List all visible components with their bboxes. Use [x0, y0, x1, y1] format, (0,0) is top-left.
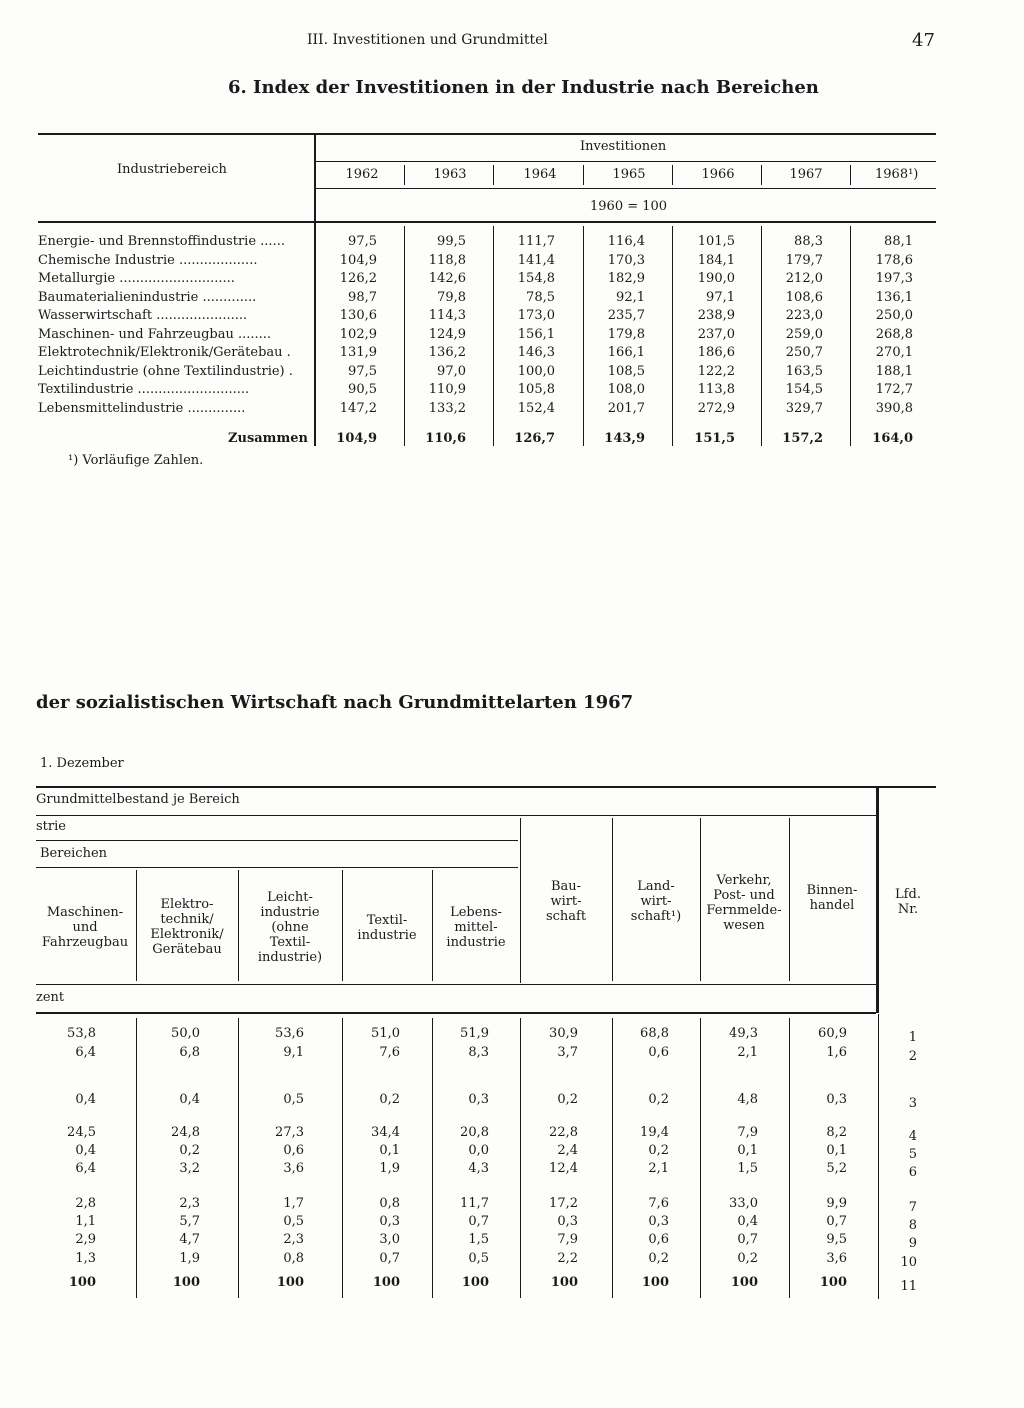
total-cell: 100: [461, 1275, 489, 1290]
table-cell: 2,1: [648, 1161, 669, 1176]
row-number: 10: [900, 1255, 917, 1270]
table-cell: 0,2: [648, 1092, 669, 1107]
column-header: Binnen- handel: [806, 883, 858, 913]
table-cell: 0,6: [648, 1045, 669, 1060]
row-label: [38, 253, 257, 268]
table-cell: 3,7: [557, 1045, 578, 1060]
table-cell: 97,1: [706, 289, 735, 305]
row-label-text: Metallurgie: [38, 271, 116, 286]
row-label: [38, 382, 249, 397]
table-cell: 0,1: [737, 1143, 758, 1158]
table-cell: 178,6: [875, 252, 913, 268]
row-label: [38, 290, 256, 305]
table1-title: 6. Index der Investitionen in der Industrie nach Bereichen: [228, 77, 819, 98]
row-label-text: Energie- und Brennstoffindustrie: [38, 234, 257, 249]
table-cell: 51,9: [460, 1026, 489, 1041]
table-cell: 53,8: [67, 1026, 96, 1041]
leader-dots: ........: [233, 326, 272, 342]
table-cell: 0,4: [179, 1092, 200, 1107]
table-cell: 7,9: [557, 1232, 578, 1247]
table-cell: 20,8: [460, 1125, 489, 1140]
table-cell: 329,7: [785, 400, 823, 416]
table-cell: 156,1: [517, 326, 555, 342]
table-cell: 259,0: [785, 326, 823, 342]
table-cell: 97,5: [348, 234, 377, 249]
table-cell: 110,9: [428, 382, 466, 397]
table-cell: 272,9: [697, 400, 735, 416]
table-cell: 0,2: [737, 1251, 758, 1266]
table-cell: 50,0: [171, 1026, 200, 1041]
table-cell: 126,2: [339, 271, 377, 286]
table-cell: 7,6: [379, 1045, 400, 1060]
table-cell: 101,5: [697, 234, 735, 249]
table-cell: 114,3: [428, 308, 466, 323]
table-cell: 184,1: [697, 252, 735, 268]
table-cell: 0,1: [826, 1143, 847, 1158]
table-cell: 2,9: [75, 1232, 96, 1247]
row-number: 9: [908, 1236, 917, 1251]
table-cell: 179,7: [785, 252, 823, 268]
table-cell: 0,7: [468, 1214, 489, 1229]
table-cell: 250,0: [875, 308, 913, 323]
table-cell: 6,8: [179, 1045, 200, 1060]
column-header: Textil- industrie: [357, 913, 417, 943]
table-cell: 3,6: [826, 1251, 847, 1266]
table-cell: 97,5: [348, 363, 377, 379]
table-cell: 0,2: [179, 1143, 200, 1158]
table-cell: 1,7: [283, 1196, 304, 1211]
table-cell: 237,0: [697, 326, 735, 342]
leader-dots: ......................: [152, 308, 248, 323]
table-cell: 0,2: [379, 1092, 400, 1107]
table-cell: 172,7: [875, 382, 913, 397]
table-cell: 133,2: [428, 400, 466, 416]
table-cell: 100,0: [517, 363, 555, 379]
year-header: 1964: [523, 167, 557, 182]
leader-dots: ............................: [115, 271, 235, 286]
column-divider: [761, 165, 762, 185]
table-cell: 0,7: [379, 1251, 400, 1266]
table-cell: 116,4: [607, 234, 645, 249]
total-cell: 100: [372, 1275, 400, 1290]
table-cell: 154,5: [785, 382, 823, 397]
table-cell: 105,8: [517, 382, 555, 397]
table-cell: 60,9: [818, 1026, 847, 1041]
total-cell: 157,2: [782, 431, 823, 446]
table-cell: 7,9: [737, 1125, 758, 1140]
column-header: Land- wirt- schaft¹): [630, 879, 682, 924]
row-number: 4: [908, 1129, 917, 1144]
total-cell: 100: [172, 1275, 200, 1290]
table-cell: 0,2: [648, 1143, 669, 1158]
row-label: [38, 364, 293, 379]
table-cell: 170,3: [607, 252, 645, 268]
table-cell: 113,8: [697, 382, 735, 397]
table-cell: 201,7: [607, 400, 645, 416]
column-divider: [761, 226, 762, 446]
table-cell: 0,5: [468, 1251, 489, 1266]
leader-dots: ..............: [183, 400, 246, 416]
row-label-text: Wasserwirtschaft: [38, 308, 153, 323]
table-cell: 173,0: [517, 308, 555, 323]
table-cell: 53,6: [275, 1026, 304, 1041]
year-header: 1962: [345, 167, 379, 182]
table-cell: 2,2: [557, 1251, 578, 1266]
table-cell: 2,3: [179, 1196, 200, 1211]
table-cell: 146,3: [517, 345, 555, 360]
footnote: ¹) Vorläufige Zahlen.: [68, 453, 204, 468]
table-cell: 108,6: [785, 289, 823, 305]
row-label: [38, 401, 245, 416]
table-cell: 108,5: [607, 363, 645, 379]
table-cell: 136,2: [428, 345, 466, 360]
table-cell: 0,0: [468, 1143, 489, 1158]
table-cell: 7,6: [648, 1196, 669, 1211]
table-cell: 0,2: [557, 1092, 578, 1107]
table-cell: 1,3: [75, 1251, 96, 1266]
row-label-text: Lebensmittelindustrie: [38, 400, 184, 416]
table-cell: 24,8: [171, 1125, 200, 1140]
unit-line: zent: [36, 990, 65, 1005]
table-cell: 0,8: [379, 1196, 400, 1211]
table-cell: 3,6: [283, 1161, 304, 1176]
table-cell: 34,4: [371, 1125, 400, 1140]
table-cell: 1,1: [75, 1214, 96, 1229]
row-number: 5: [908, 1147, 917, 1162]
row-label-text: Baumaterialienindustrie: [38, 289, 199, 305]
column-divider: [404, 165, 405, 185]
leader-dots: .: [282, 345, 291, 360]
table-cell: 51,0: [371, 1026, 400, 1041]
table-cell: 3,2: [179, 1161, 200, 1176]
table-cell: 6,4: [75, 1045, 96, 1060]
table-cell: 1,9: [179, 1251, 200, 1266]
table-cell: 9,1: [283, 1045, 304, 1060]
table-cell: 22,8: [549, 1125, 578, 1140]
table-cell: 33,0: [729, 1196, 758, 1211]
column-divider: [850, 165, 851, 185]
table-cell: 49,3: [729, 1026, 758, 1041]
row-header: Industriebereich: [117, 162, 227, 177]
table-cell: 111,7: [517, 234, 555, 249]
table-cell: 0,6: [283, 1143, 304, 1158]
column-header: Lfd. Nr.: [895, 887, 921, 917]
row-number: 11: [900, 1279, 917, 1294]
year-header: 1966: [701, 167, 735, 182]
page-number: 47: [912, 30, 935, 51]
table-cell: 250,7: [785, 345, 823, 360]
table-cell: 9,5: [826, 1232, 847, 1247]
total-cell: 100: [641, 1275, 669, 1290]
column-divider: [583, 226, 584, 446]
table-cell: 92,1: [616, 289, 645, 305]
table-cell: 5,2: [826, 1161, 847, 1176]
year-header: 1965: [612, 167, 646, 182]
table-cell: 163,5: [785, 363, 823, 379]
leader-dots: .: [284, 363, 293, 379]
column-divider: [493, 226, 494, 446]
column-divider: [238, 1018, 239, 1298]
table-cell: 0,3: [468, 1092, 489, 1107]
table-cell: 17,2: [549, 1196, 578, 1211]
table-cell: 0,7: [737, 1232, 758, 1247]
table-cell: 79,8: [437, 289, 466, 305]
total-cell: 100: [68, 1275, 96, 1290]
row-label-text: Maschinen- und Fahrzeugbau: [38, 326, 234, 342]
table-cell: 0,3: [648, 1214, 669, 1229]
table-cell: 124,9: [428, 326, 466, 342]
table-cell: 90,5: [348, 382, 377, 397]
total-label: Zusammen: [228, 431, 308, 446]
table-cell: 0,4: [75, 1143, 96, 1158]
date-line: 1. Dezember: [40, 756, 124, 771]
table-cell: 197,3: [875, 271, 913, 286]
table-cell: 212,0: [785, 271, 823, 286]
table-cell: 136,1: [875, 289, 913, 305]
table-cell: 78,5: [526, 289, 555, 305]
table-cell: 68,8: [640, 1026, 669, 1041]
table-cell: 0,3: [557, 1214, 578, 1229]
total-cell: 104,9: [336, 431, 377, 446]
table-cell: 97,0: [437, 363, 466, 379]
column-divider: [583, 165, 584, 185]
column-header: Elektro- technik/ Elektronik/ Gerätebau: [150, 897, 224, 957]
table-cell: 8,2: [826, 1125, 847, 1140]
row-label-text: Leichtindustrie (ohne Textilindustrie): [38, 363, 285, 379]
total-cell: 100: [819, 1275, 847, 1290]
row-label-text: Textilindustrie: [38, 382, 134, 397]
row-label-text: Chemische Industrie: [38, 252, 175, 268]
table-cell: 8,3: [468, 1045, 489, 1060]
table-cell: 122,2: [697, 363, 735, 379]
table-cell: 186,6: [697, 345, 735, 360]
table-cell: 188,1: [875, 363, 913, 379]
table-cell: 0,6: [648, 1232, 669, 1247]
table-cell: 142,6: [428, 271, 466, 286]
row-number: 8: [908, 1218, 917, 1233]
column-header: Leicht- industrie (ohne Textil- industrie): [257, 890, 323, 965]
table-cell: 118,8: [428, 252, 466, 268]
table-cell: 2,8: [75, 1196, 96, 1211]
row-label: [38, 308, 247, 323]
total-cell: 164,0: [872, 431, 913, 446]
table-cell: 166,1: [607, 345, 645, 360]
table-cell: 108,0: [607, 382, 645, 397]
table-cell: 0,3: [379, 1214, 400, 1229]
table-cell: 4,7: [179, 1232, 200, 1247]
table-cell: 4,3: [468, 1161, 489, 1176]
table-cell: 235,7: [607, 308, 645, 323]
total-cell: 151,5: [694, 431, 735, 446]
year-header: 1963: [433, 167, 467, 182]
column-divider: [238, 870, 239, 981]
group-header-2: Grundmittelbestand je Bereich: [36, 792, 240, 807]
table-cell: 6,4: [75, 1161, 96, 1176]
table-cell: 3,0: [379, 1232, 400, 1247]
table-cell: 1,5: [737, 1161, 758, 1176]
total-cell: 126,7: [514, 431, 555, 446]
table-cell: 30,9: [549, 1026, 578, 1041]
table-cell: 179,8: [607, 326, 645, 342]
total-cell: 100: [550, 1275, 578, 1290]
table-cell: 2,1: [737, 1045, 758, 1060]
table-cell: 12,4: [549, 1161, 578, 1176]
total-cell: 100: [730, 1275, 758, 1290]
table-cell: 88,3: [794, 234, 823, 249]
column-divider: [850, 226, 851, 446]
table-cell: 27,3: [275, 1125, 304, 1140]
table-cell: 19,4: [640, 1125, 669, 1140]
sub-header-2: Bereichen: [40, 846, 108, 861]
table-cell: 223,0: [785, 308, 823, 323]
table-cell: 238,9: [697, 308, 735, 323]
row-number: 6: [908, 1165, 917, 1180]
leader-dots: .............: [198, 289, 257, 305]
table-cell: 0,7: [826, 1214, 847, 1229]
base-year: 1960 = 100: [590, 199, 668, 214]
total-cell: 143,9: [604, 431, 645, 446]
table-cell: 0,8: [283, 1251, 304, 1266]
row-number: 2: [908, 1049, 917, 1064]
row-label: [38, 234, 285, 249]
row-label-text: Elektrotechnik/Elektronik/Gerätebau: [38, 345, 283, 360]
table-cell: 1,5: [468, 1232, 489, 1247]
row-label: [38, 271, 235, 286]
table-cell: 98,7: [348, 289, 377, 305]
column-header: Maschinen- und Fahrzeugbau: [41, 905, 129, 950]
leader-dots: ...........................: [133, 382, 250, 397]
table-cell: 270,1: [875, 345, 913, 360]
table-cell: 147,2: [339, 400, 377, 416]
column-header: Verkehr, Post- und Fernmelde- wesen: [706, 873, 782, 933]
year-header: 1968¹): [875, 167, 919, 182]
leader-dots: ......: [256, 234, 285, 249]
column-header: Lebens- mittel- industrie: [446, 905, 506, 950]
column-divider: [672, 226, 673, 446]
table-cell: 130,6: [339, 308, 377, 323]
row-number: 7: [908, 1200, 917, 1215]
leader-dots: ...................: [174, 252, 258, 268]
table-cell: 0,3: [826, 1092, 847, 1107]
group-header: Investitionen: [580, 139, 667, 154]
table-cell: 5,7: [179, 1214, 200, 1229]
table-cell: 104,9: [339, 252, 377, 268]
table-cell: 1,9: [379, 1161, 400, 1176]
table-cell: 141,4: [517, 252, 555, 268]
table-cell: 1,6: [826, 1045, 847, 1060]
table-cell: 152,4: [517, 400, 555, 416]
sub-header-1: strie: [36, 819, 66, 834]
table-cell: 102,9: [339, 326, 377, 342]
table-cell: 0,5: [283, 1214, 304, 1229]
table-cell: 190,0: [697, 271, 735, 286]
row-number: 1: [908, 1030, 917, 1045]
total-cell: 110,6: [425, 431, 466, 446]
table-cell: 131,9: [339, 345, 377, 360]
year-header: 1967: [789, 167, 823, 182]
column-divider: [672, 165, 673, 185]
column-header: Bau- wirt- schaft: [545, 879, 587, 924]
table-cell: 24,5: [67, 1125, 96, 1140]
table-cell: 99,5: [437, 234, 466, 249]
table-cell: 2,3: [283, 1232, 304, 1247]
table-cell: 0,2: [648, 1251, 669, 1266]
row-label: [38, 327, 271, 342]
column-divider: [493, 165, 494, 185]
row-label: [38, 345, 291, 360]
row-number: 3: [908, 1096, 917, 1111]
column-divider: [136, 1018, 137, 1298]
table2-title: der sozialistischen Wirtschaft nach Grundmittelarten 1967: [36, 692, 634, 713]
running-head: III. Investitionen und Grundmittel: [307, 32, 548, 48]
table-cell: 0,4: [737, 1214, 758, 1229]
table-cell: 11,7: [460, 1196, 489, 1211]
table-cell: 0,5: [283, 1092, 304, 1107]
table-cell: 0,4: [75, 1092, 96, 1107]
table-cell: 268,8: [875, 326, 913, 342]
table-cell: 182,9: [607, 271, 645, 286]
table-cell: 9,9: [826, 1196, 847, 1211]
table-cell: 4,8: [737, 1092, 758, 1107]
table-cell: 390,8: [875, 400, 913, 416]
table-cell: 154,8: [517, 271, 555, 286]
table-cell: 88,1: [884, 234, 913, 249]
table-cell: 2,4: [557, 1143, 578, 1158]
table-cell: 0,1: [379, 1143, 400, 1158]
total-cell: 100: [276, 1275, 304, 1290]
column-divider: [404, 226, 405, 446]
